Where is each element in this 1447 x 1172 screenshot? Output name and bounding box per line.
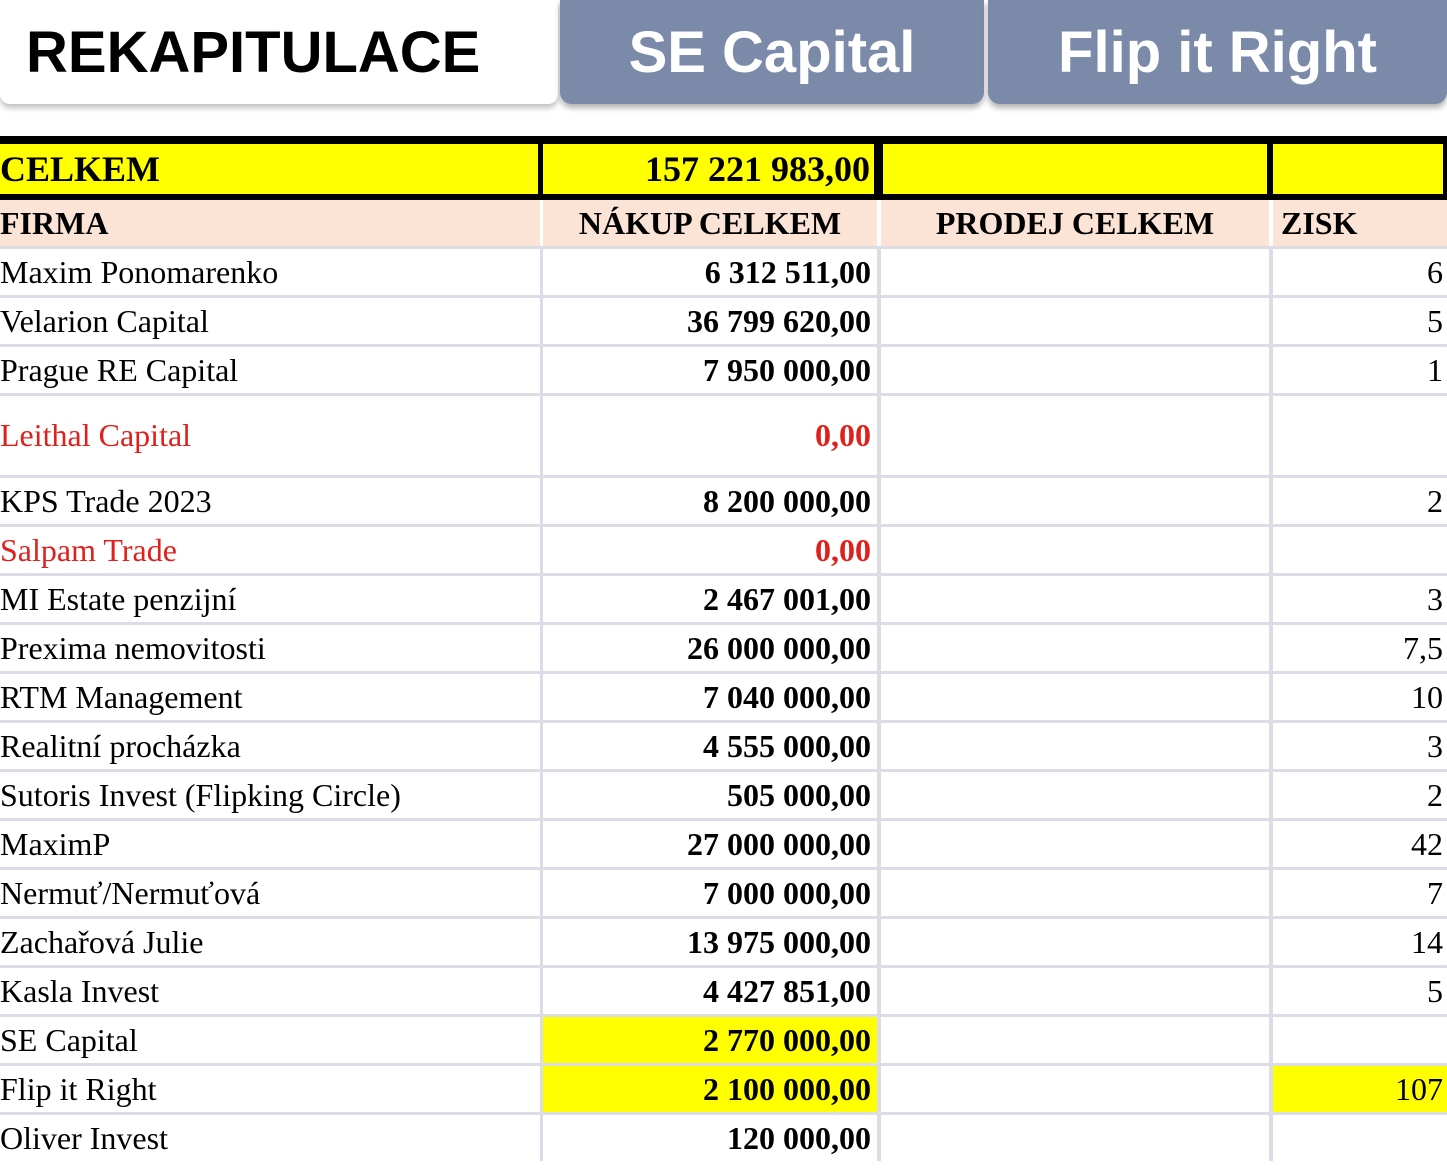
firma-cell[interactable]: Kasla Invest bbox=[0, 968, 540, 1014]
zisk-cell[interactable] bbox=[1273, 396, 1447, 475]
nakup-cell[interactable]: 27 000 000,00 bbox=[543, 821, 877, 867]
nakup-cell[interactable]: 505 000,00 bbox=[543, 772, 877, 818]
nakup-cell[interactable]: 0,00 bbox=[543, 396, 877, 475]
zisk-cell[interactable]: 7,5 bbox=[1273, 625, 1447, 671]
table-row bbox=[0, 769, 1447, 818]
prodej-cell[interactable] bbox=[881, 478, 1269, 524]
sheet-tabs bbox=[0, 0, 1447, 110]
nakup-cell[interactable]: 7 950 000,00 bbox=[543, 347, 877, 393]
prodej-cell[interactable] bbox=[881, 772, 1269, 818]
nakup-cell[interactable]: 26 000 000,00 bbox=[543, 625, 877, 671]
table-row bbox=[0, 475, 1447, 524]
table-row bbox=[0, 295, 1447, 344]
table-row bbox=[0, 1112, 1447, 1161]
table-row bbox=[0, 622, 1447, 671]
header-nakup[interactable]: NÁKUP CELKEM bbox=[543, 200, 877, 246]
header-row bbox=[0, 200, 1447, 248]
prodej-cell[interactable] bbox=[881, 919, 1269, 965]
table-row bbox=[0, 965, 1447, 1014]
zisk-cell[interactable]: 3 bbox=[1273, 723, 1447, 769]
nakup-cell[interactable]: 2 100 000,00 bbox=[543, 1066, 877, 1112]
zisk-cell[interactable] bbox=[1273, 1115, 1447, 1161]
nakup-cell[interactable]: 0,00 bbox=[543, 527, 877, 573]
prodej-cell[interactable] bbox=[881, 298, 1269, 344]
firma-cell[interactable]: MI Estate penzijní bbox=[0, 576, 540, 622]
table-row bbox=[0, 867, 1447, 916]
zisk-cell[interactable]: 1 bbox=[1273, 347, 1447, 393]
prodej-cell[interactable] bbox=[881, 870, 1269, 916]
table-row bbox=[0, 1014, 1447, 1063]
nakup-cell[interactable]: 36 799 620,00 bbox=[543, 298, 877, 344]
table-row bbox=[0, 818, 1447, 867]
nakup-cell[interactable]: 13 975 000,00 bbox=[543, 919, 877, 965]
zisk-cell[interactable]: 6 bbox=[1273, 249, 1447, 295]
table-row bbox=[0, 246, 1447, 295]
tab-se-capital[interactable]: SE Capital bbox=[560, 0, 984, 104]
tab-flip-it-right[interactable]: Flip it Right bbox=[988, 0, 1447, 104]
firma-cell[interactable]: Velarion Capital bbox=[0, 298, 540, 344]
firma-cell[interactable]: Maxim Ponomarenko bbox=[0, 249, 540, 295]
table-row bbox=[0, 720, 1447, 769]
prodej-cell[interactable] bbox=[881, 625, 1269, 671]
nakup-cell[interactable]: 120 000,00 bbox=[543, 1115, 877, 1161]
nakup-cell[interactable]: 4 427 851,00 bbox=[543, 968, 877, 1014]
zisk-cell[interactable] bbox=[1273, 527, 1447, 573]
total-row bbox=[0, 136, 1447, 200]
table-row bbox=[0, 573, 1447, 622]
prodej-cell[interactable] bbox=[881, 821, 1269, 867]
firma-cell[interactable]: Zachařová Julie bbox=[0, 919, 540, 965]
table-row bbox=[0, 916, 1447, 965]
nakup-cell[interactable]: 7 040 000,00 bbox=[543, 674, 877, 720]
total-nakup-cell[interactable]: 157 221 983,00 bbox=[543, 144, 874, 194]
prodej-cell[interactable] bbox=[881, 347, 1269, 393]
prodej-cell[interactable] bbox=[881, 576, 1269, 622]
header-prodej[interactable]: PRODEJ CELKEM bbox=[881, 200, 1269, 246]
prodej-cell[interactable] bbox=[881, 396, 1269, 475]
prodej-cell[interactable] bbox=[881, 249, 1269, 295]
firma-cell[interactable]: Oliver Invest bbox=[0, 1115, 540, 1161]
prodej-cell[interactable] bbox=[881, 723, 1269, 769]
zisk-cell[interactable]: 42 bbox=[1273, 821, 1447, 867]
nakup-cell[interactable]: 4 555 000,00 bbox=[543, 723, 877, 769]
prodej-cell[interactable] bbox=[881, 968, 1269, 1014]
total-prodej-cell[interactable] bbox=[883, 144, 1267, 194]
prodej-cell[interactable] bbox=[881, 527, 1269, 573]
zisk-cell[interactable]: 5 bbox=[1273, 968, 1447, 1014]
zisk-cell[interactable]: 2 bbox=[1273, 772, 1447, 818]
firma-cell[interactable]: Salpam Trade bbox=[0, 527, 540, 573]
firma-cell[interactable]: KPS Trade 2023 bbox=[0, 478, 540, 524]
firma-cell[interactable]: RTM Management bbox=[0, 674, 540, 720]
nakup-cell[interactable]: 2 770 000,00 bbox=[543, 1017, 877, 1063]
table-row bbox=[0, 1063, 1447, 1112]
prodej-cell[interactable] bbox=[881, 1066, 1269, 1112]
header-zisk[interactable]: ZISK bbox=[1273, 200, 1447, 246]
firma-cell[interactable]: Leithal Capital bbox=[0, 396, 540, 475]
table-row bbox=[0, 344, 1447, 393]
firma-cell[interactable]: Nermuť/Nermuťová bbox=[0, 870, 540, 916]
header-firma[interactable]: FIRMA bbox=[0, 200, 540, 246]
table-row bbox=[0, 393, 1447, 475]
zisk-cell[interactable]: 2 bbox=[1273, 478, 1447, 524]
total-zisk-cell[interactable] bbox=[1273, 144, 1443, 194]
nakup-cell[interactable]: 2 467 001,00 bbox=[543, 576, 877, 622]
nakup-cell[interactable]: 8 200 000,00 bbox=[543, 478, 877, 524]
firma-cell[interactable]: Prexima nemovitosti bbox=[0, 625, 540, 671]
firma-cell[interactable]: Flip it Right bbox=[0, 1066, 540, 1112]
firma-cell[interactable]: Prague RE Capital bbox=[0, 347, 540, 393]
zisk-cell[interactable]: 7 bbox=[1273, 870, 1447, 916]
zisk-cell[interactable]: 10 bbox=[1273, 674, 1447, 720]
zisk-cell[interactable]: 107 bbox=[1273, 1066, 1447, 1112]
zisk-cell[interactable]: 3 bbox=[1273, 576, 1447, 622]
table-row bbox=[0, 524, 1447, 573]
prodej-cell[interactable] bbox=[881, 1017, 1269, 1063]
firma-cell[interactable]: Realitní procházka bbox=[0, 723, 540, 769]
zisk-cell[interactable]: 5 bbox=[1273, 298, 1447, 344]
tab-rekapitulace[interactable]: REKAPITULACE bbox=[0, 0, 558, 104]
nakup-cell[interactable]: 6 312 511,00 bbox=[543, 249, 877, 295]
zisk-cell[interactable] bbox=[1273, 1017, 1447, 1063]
table-row bbox=[0, 671, 1447, 720]
prodej-cell[interactable] bbox=[881, 1115, 1269, 1161]
nakup-cell[interactable]: 7 000 000,00 bbox=[543, 870, 877, 916]
total-label-cell[interactable]: CELKEM bbox=[0, 144, 538, 194]
zisk-cell[interactable]: 14 bbox=[1273, 919, 1447, 965]
firma-cell[interactable]: SE Capital bbox=[0, 1017, 540, 1063]
prodej-cell[interactable] bbox=[881, 674, 1269, 720]
firma-cell[interactable]: Sutoris Invest (Flipking Circle) bbox=[0, 772, 540, 818]
firma-cell[interactable]: MaximP bbox=[0, 821, 540, 867]
